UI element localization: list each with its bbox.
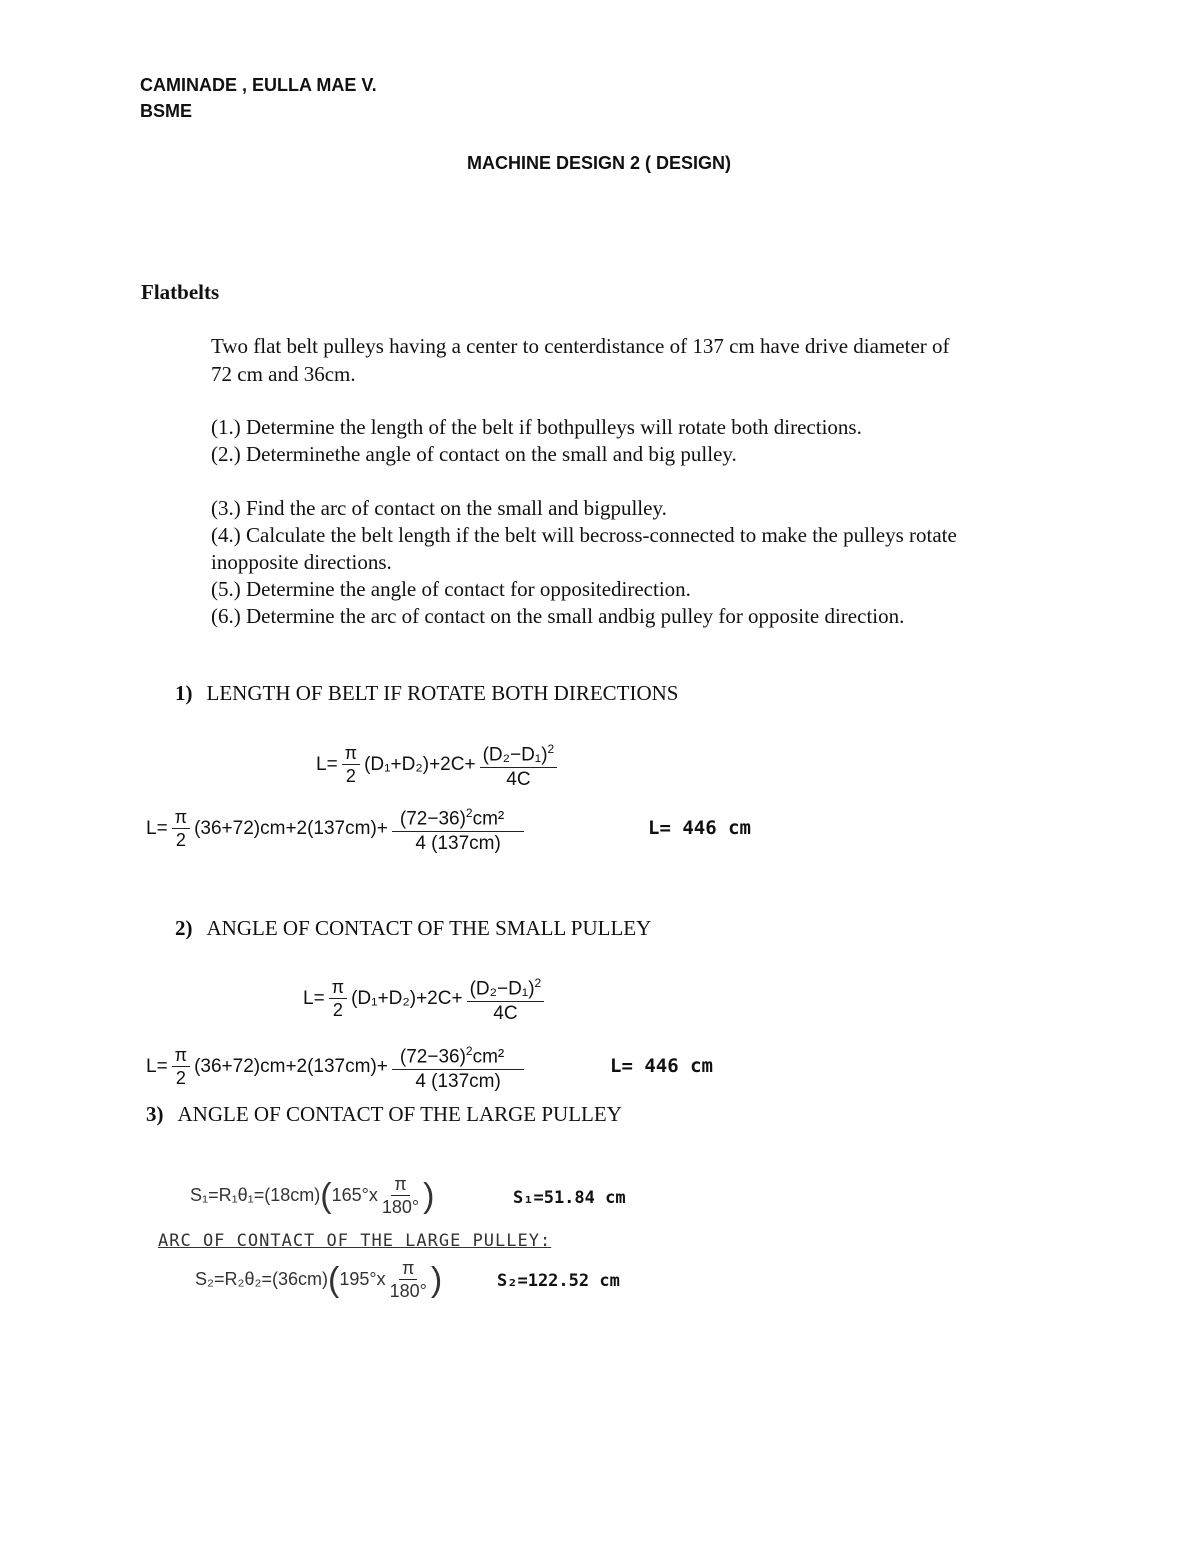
- fraction-numerator: π: [172, 807, 190, 829]
- exponent: 2: [534, 976, 542, 990]
- section-1-number: 1): [175, 681, 193, 705]
- exponent: 2: [547, 742, 555, 756]
- fraction-denominator: 180°: [381, 1197, 420, 1217]
- fraction-denominator: 4C: [493, 1003, 518, 1025]
- question-4-line2: inopposite directions.: [211, 550, 392, 574]
- fraction-numerator: (D₂−D₁): [482, 744, 548, 766]
- question-6: (6.) Determine the arc of contact on the small andbig pulley for opposite direction.: [211, 604, 905, 628]
- course-label: BSME: [140, 101, 193, 121]
- pi-over-2-fraction: [172, 1045, 190, 1088]
- formula-lhs: L=: [146, 817, 168, 839]
- question-4-line1: (4.) Calculate the belt length if the belt will becross-connected to make the pulleys rotate: [211, 523, 957, 547]
- fraction-denominator: 2: [175, 1068, 186, 1089]
- open-paren: (: [328, 1260, 340, 1299]
- degree-term: 165°x: [331, 1185, 378, 1205]
- section-3-heading: [146, 1102, 622, 1127]
- substituted-fraction: [392, 1040, 524, 1093]
- close-paren: ): [430, 1260, 443, 1299]
- formula-lhs: S₂=R₂θ₂=(36cm): [195, 1269, 329, 1289]
- substituted-fraction: [392, 802, 524, 855]
- belt-length-substitution-2: [146, 1040, 528, 1093]
- fraction-numerator: π: [399, 1258, 417, 1280]
- degree-term: 195°x: [339, 1269, 386, 1289]
- fraction-numerator: π: [172, 1045, 190, 1067]
- belt-length-formula: [316, 738, 561, 791]
- arc-large-result: S₂=122.52 cm: [497, 1271, 620, 1291]
- fraction-denominator: 4 (137cm): [415, 1071, 501, 1093]
- section-2-heading: [175, 916, 651, 941]
- formula-middle-term: (D₁+D₂)+2C+: [364, 753, 476, 775]
- formula-lhs: L=: [146, 1055, 168, 1077]
- problem-statement-line2: 72 cm and 36cm.: [211, 362, 356, 386]
- formula-lhs: L=: [316, 753, 338, 775]
- fraction-numerator: π: [391, 1174, 409, 1196]
- fraction-numerator: (D₂−D₁): [469, 978, 535, 1000]
- fraction-denominator: 4C: [506, 769, 531, 791]
- belt-length-result: L= 446 cm: [648, 817, 751, 839]
- unit: cm²: [472, 1046, 505, 1068]
- fraction-denominator: 2: [345, 766, 356, 787]
- formula-middle-term: (D₁+D₂)+2C+: [351, 987, 463, 1009]
- formula-lhs: S₁=R₁θ₁=(18cm): [190, 1185, 321, 1205]
- arc-small-formula: [190, 1174, 434, 1217]
- section-2-title: ANGLE OF CONTACT OF THE SMALL PULLEY: [206, 916, 652, 940]
- question-1: (1.) Determine the length of the belt if bothpulleys will rotate both directions.: [211, 415, 862, 439]
- section-title: Flatbelts: [141, 280, 220, 304]
- fraction-denominator: 180°: [389, 1281, 427, 1301]
- arc-large-formula: [195, 1258, 442, 1301]
- exponent: 2: [465, 1044, 473, 1058]
- fraction-denominator: 2: [175, 830, 186, 851]
- belt-length-formula-2: [303, 972, 548, 1025]
- document-title: MACHINE DESIGN 2 ( DESIGN): [467, 153, 732, 173]
- problem-statement-line1: Two flat belt pulleys having a center to centerdistance of 137 cm have drive diameter of: [211, 334, 950, 358]
- formula-lhs: L=: [303, 987, 325, 1009]
- pi-over-2-fraction: [329, 977, 347, 1020]
- section-1-heading: [175, 681, 679, 706]
- pi-over-2-fraction: [172, 807, 190, 850]
- fraction-numerator: π: [329, 977, 347, 999]
- unit: cm²: [472, 808, 505, 830]
- question-3: (3.) Find the arc of contact on the small and bigpulley.: [211, 496, 667, 520]
- section-1-title: LENGTH OF BELT IF ROTATE BOTH DIRECTIONS: [206, 681, 679, 705]
- section-2-number: 2): [175, 916, 193, 940]
- exponent: 2: [465, 806, 473, 820]
- formula-middle-term: (36+72)cm+2(137cm)+: [194, 817, 388, 839]
- diameter-difference-fraction: [480, 738, 558, 791]
- close-paren: ): [423, 1176, 435, 1215]
- section-3-number: 3): [146, 1102, 164, 1126]
- fraction-denominator: 2: [332, 1000, 343, 1021]
- question-5: (5.) Determine the angle of contact for oppositedirection.: [211, 577, 691, 601]
- pi-over-2-fraction: [342, 743, 360, 786]
- arc-small-result: S₁=51.84 cm: [513, 1188, 626, 1208]
- fraction-denominator: 4 (137cm): [415, 833, 501, 855]
- fraction-numerator: (72−36): [399, 808, 466, 830]
- pi-over-180-fraction: [382, 1174, 419, 1217]
- fraction-numerator: π: [342, 743, 360, 765]
- belt-length-result-2: L= 446 cm: [610, 1055, 713, 1077]
- arc-large-label: ARC OF CONTACT OF THE LARGE PULLEY:: [158, 1231, 552, 1251]
- pi-over-180-fraction: [390, 1258, 427, 1301]
- formula-middle-term: (36+72)cm+2(137cm)+: [194, 1055, 388, 1077]
- section-3-title: ANGLE OF CONTACT OF THE LARGE PULLEY: [177, 1102, 622, 1126]
- diameter-difference-fraction: [467, 972, 545, 1025]
- belt-length-substitution: [146, 802, 528, 855]
- question-2: (2.) Determinethe angle of contact on the small and big pulley.: [211, 442, 737, 466]
- student-name: CAMINADE , EULLA MAE V.: [140, 75, 377, 95]
- fraction-numerator: (72−36): [399, 1046, 466, 1068]
- open-paren: (: [320, 1176, 332, 1215]
